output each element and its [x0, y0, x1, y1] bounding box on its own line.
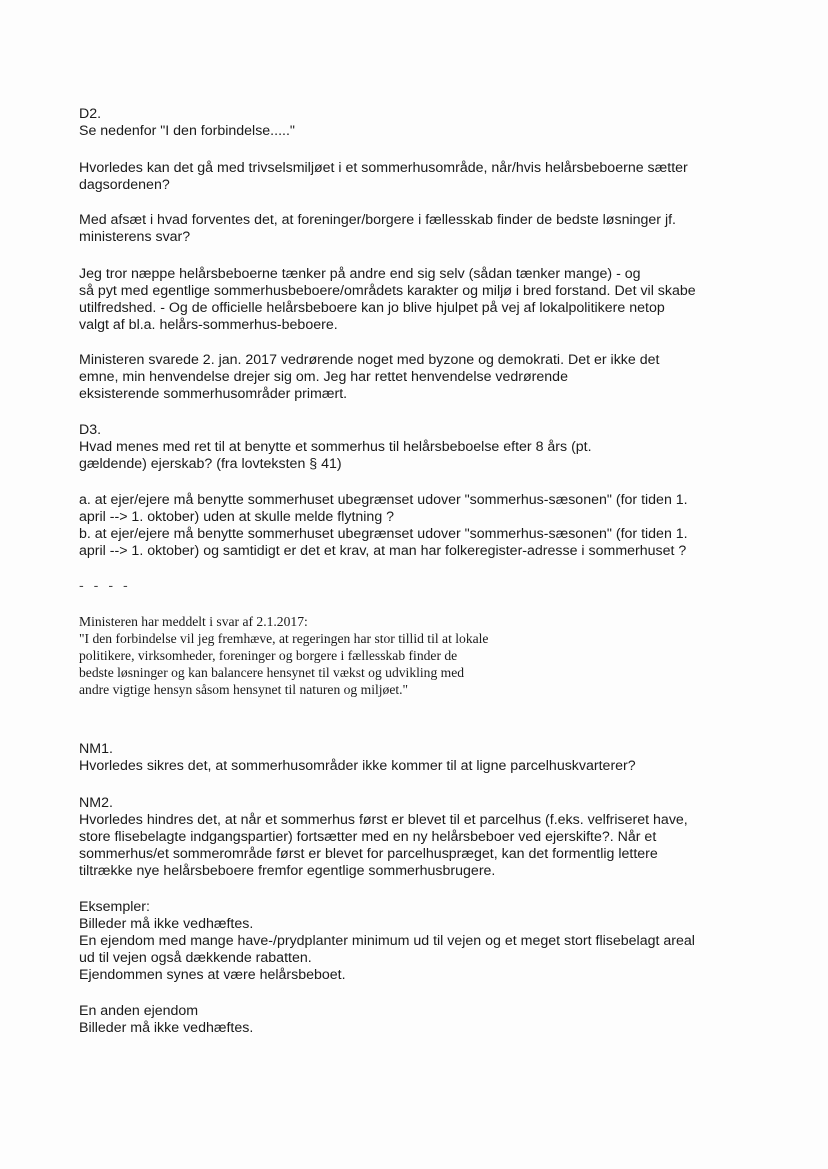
nm2-text-line-4: tiltrække nye helårsbeboere fremfor egentlige sommerhusbrugere. — [79, 863, 496, 879]
examples-line-1: Billeder må ikke vedhæftes. — [79, 916, 254, 932]
d2-question-1-line-2: dagsordenen? — [79, 177, 170, 193]
nm2-text-line-1: Hvorledes hindres det, at når et sommerhus først er blevet til et parcelhus (f.eks. velfriseret have, — [79, 812, 688, 828]
d2-heading: D2. — [79, 106, 102, 122]
d2-paragraph-1-line-1: Jeg tror næppe helårsbeboerne tænker på andre end sig selv (sådan tænker mange) - og — [79, 266, 641, 282]
d2-question-2-line-1: Med afsæt i hvad forventes det, at foreninger/borgere i fællesskab finder de bedste løsninger jf. — [79, 212, 676, 228]
d2-reference: Se nedenfor "I den forbindelse....." — [79, 123, 295, 139]
nm2-text-line-3: sommerhus/et sommerområde først er blevet for parcelhuspræget, kan det formentlig lettere — [79, 846, 658, 862]
nm1-heading: NM1. — [79, 741, 113, 757]
nm2-text-line-2: store flisebelagte indgangspartier) fortsætter med en ny helårsbeboer ved ejerskifte?. Når et — [79, 829, 657, 845]
d2-paragraph-1-line-2: så pyt med egentlige sommerhusbeboere/områdets karakter og miljø i bred forstand. Det vil skabe — [79, 283, 696, 299]
d2-paragraph-2-line-2: emne, min henvendelse drejer sig om. Jeg har rettet henvendelse vedrørende — [79, 369, 568, 385]
quote-line-4: andre vigtige hensyn såsom hensynet til naturen og miljøet." — [79, 682, 409, 697]
examples-heading: Eksempler: — [79, 899, 150, 915]
other-property-note: Billeder må ikke vedhæftes. — [79, 1020, 254, 1036]
nm1-text: Hvorledes sikres det, at sommerhusområder ikke kommer til at ligne parcelhuskvarterer? — [79, 758, 636, 774]
d2-question-2-line-2: ministerens svar? — [79, 229, 191, 245]
d3-option-a-line-1: a. at ejer/ejere må benytte sommerhuset ubegrænset udover "sommerhus-sæsonen" (for tiden 1. — [79, 492, 688, 508]
d3-option-a-line-2: april --> 1. oktober) uden at skulle melde flytning ? — [79, 509, 395, 525]
d3-option-b-line-2: april --> 1. oktober) og samtidigt er det et krav, at man har folkeregister-adresse i sommerhuset ? — [79, 543, 687, 559]
quote-line-1: "I den forbindelse vil jeg fremhæve, at regeringen har stor tillid til at lokale — [79, 631, 489, 646]
d3-question-line-2: gældende) ejerskab? (fra lovteksten § 41) — [79, 456, 342, 472]
d2-paragraph-1-line-3: utilfredshed. - Og de officielle helårsbeboere kan jo blive hjulpet på vej af lokalpolitikere netop — [79, 300, 665, 316]
d3-question-line-1: Hvad menes med ret til at benytte et sommerhus til helårsbeboelse efter 8 års (pt. — [79, 439, 592, 455]
d2-paragraph-2-line-3: eksisterende sommerhusområder primært. — [79, 386, 348, 402]
examples-line-4: Ejendommen synes at være helårsbeboet. — [79, 967, 346, 983]
d3-option-b-line-1: b. at ejer/ejere må benytte sommerhuset ubegrænset udover "sommerhus-sæsonen" (for tiden 1. — [79, 526, 688, 542]
section-separator: - - - - — [79, 578, 131, 594]
nm2-heading: NM2. — [79, 795, 113, 811]
quote-line-3: bedste løsninger og kan balancere hensynet til vækst og udvikling med — [79, 665, 465, 680]
d3-heading: D3. — [79, 422, 102, 438]
other-property-heading: En anden ejendom — [79, 1003, 199, 1019]
quote-intro: Ministeren har meddelt i svar af 2.1.2017: — [79, 614, 308, 629]
quote-line-2: politikere, virksomheder, foreninger og borgere i fællesskab finder de — [79, 648, 458, 663]
examples-line-3: ud til vejen også dækkende rabatten. — [79, 950, 312, 966]
d2-paragraph-1-line-4: valgt af bl.a. helårs-sommerhus-beboere. — [79, 317, 338, 333]
d2-question-1-line-1: Hvorledes kan det gå med trivselsmiljøet i et sommerhusområde, når/hvis helårsbeboerne sætter — [79, 160, 688, 176]
examples-line-2: En ejendom med mange have-/prydplanter minimum ud til vejen og et meget stort flisebelagt areal — [79, 933, 695, 949]
d2-paragraph-2-line-1: Ministeren svarede 2. jan. 2017 vedrørende noget med byzone og demokrati. Det er ikke det — [79, 352, 660, 368]
